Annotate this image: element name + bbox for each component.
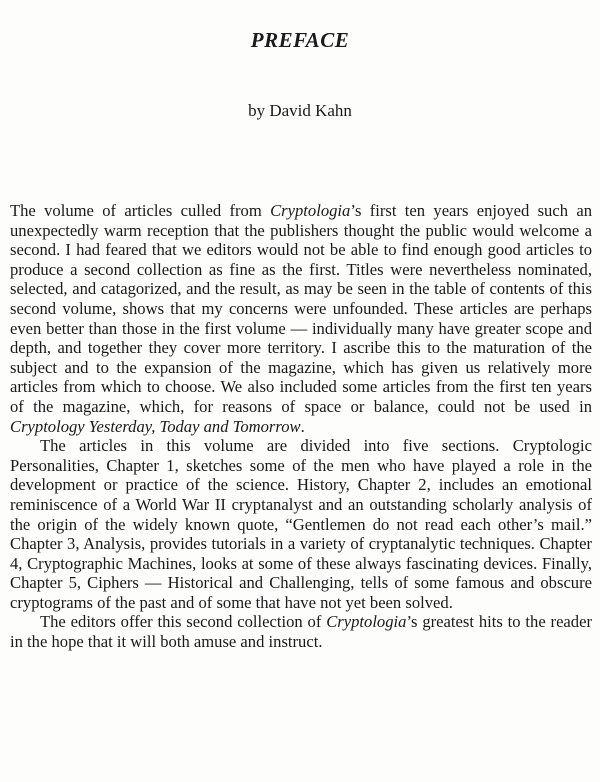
italic-title: Cryptologia [270,201,351,220]
paragraph-1: The volume of articles culled from Cryptologia’s first ten years enjoyed such an unexpectedly warm reception that the publishers thought the public would welcome a second. I had feared that we editors would not be able to find enough good articles to produce a second collection as fine as the first. Titles were nevertheless nominated, selected, and catagorized, and the result, as may be seen in the table of contents of this second volume, shows that my concerns were unfounded. These articles are perhaps even better than those in the first volume — individually many have greater scope and depth, and together they cover more territory. I ascribe this to the maturation of the subject and to the expansion of the magazine, which has given us relatively more articles from which to choose. We also included some articles from the first ten years of the magazine, which, for reasons of space or balance, could not be used in Cryptology Yesterday, Today and Tomorrow. [10,201,593,436]
paragraph-3: The editors offer this second collection of Cryptologia’s greatest hits to the reader in the hope that it will both amuse and instruct. [10,612,592,652]
author-byline: by David Kahn [248,101,352,120]
italic-title: Cryptology Yesterday, Today and Tomorrow [10,416,301,436]
page-title: PREFACE [250,28,350,52]
paragraph-2: The articles in this volume are divided into five sections. Cryptologic Personalities, Chapter 1, sketches some of the men who have played a role in the development or practice of the science. History, Chapter 2, includes an emotional reminiscence of a World War II cryptanalyst and an outstanding scholarly analysis of the origin of the widely known quote, “Gentlemen do not read each other’s mail.” Chapter 3, Analysis, provides tutorials in a variety of cryptanalytic techniques. Chapter 4, Cryptographic Machines, looks at some of these always fascinating devices. Finally, Chapter 5, Ciphers — Historical and Challenging, tells of some famous and obscure cryptograms of the past and of some that have not yet been solved. [10,436,592,612]
preface-body [10,201,592,652]
italic-title: Cryptologia [326,612,407,632]
